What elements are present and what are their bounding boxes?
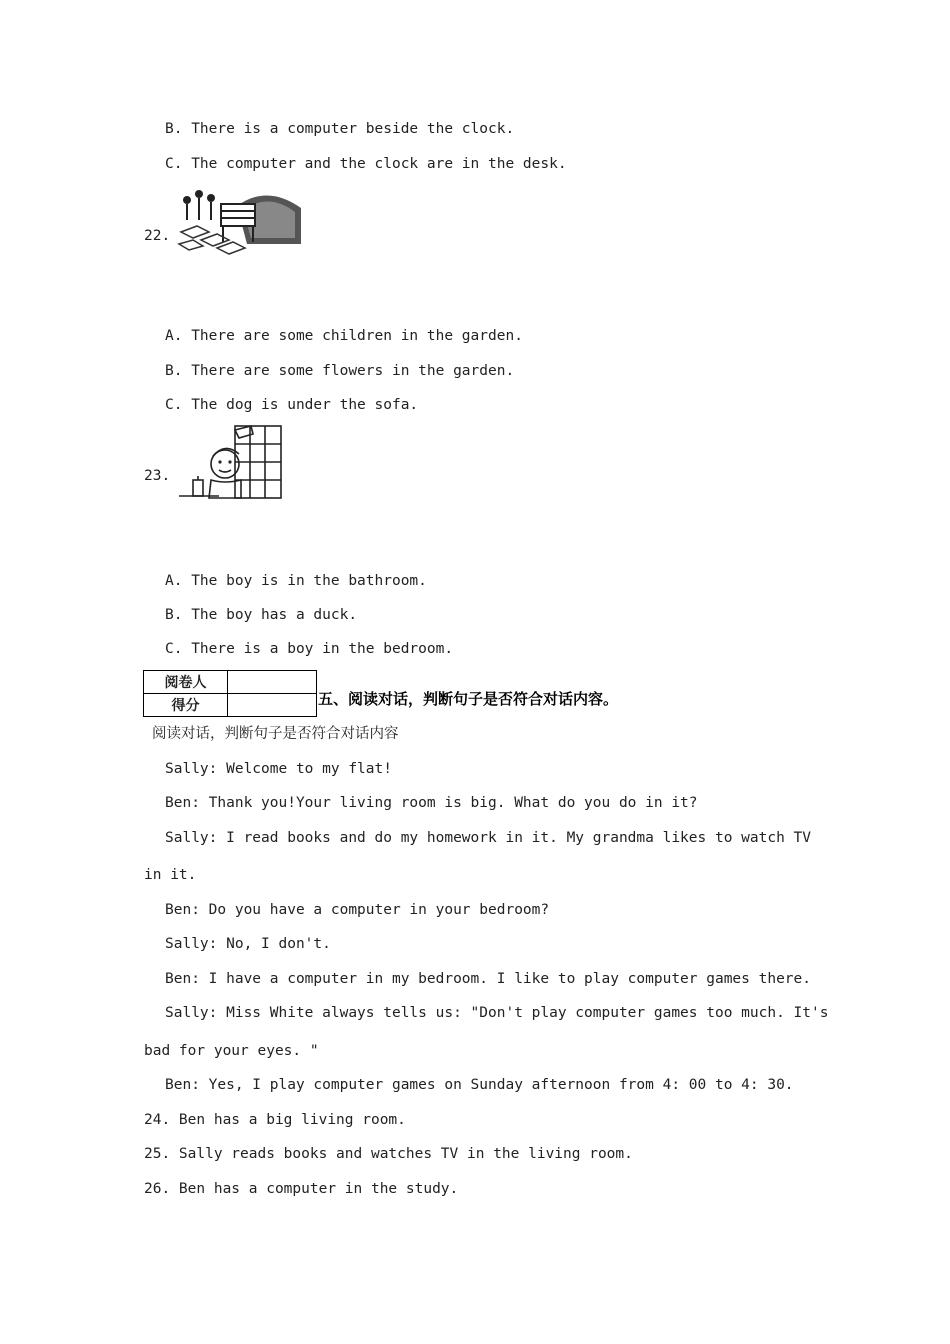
dialogue-line: in it. (144, 867, 197, 883)
score-table (143, 670, 317, 717)
statement-26: 26. Ben has a computer in the study. (144, 1181, 459, 1197)
statement-25: 25. Sally reads books and watches TV in the living room. (144, 1146, 633, 1162)
q23-option-a: A. The boy is in the bathroom. (165, 573, 427, 589)
dialogue-line: Sally: Miss White always tells us: "Don't play computer games too much. It's (165, 1005, 829, 1021)
section-heading: 五、阅读对话，判断句子是否符合对话内容。 (318, 690, 619, 708)
dialogue-line: Ben: Thank you!Your living room is big. What do you do in it? (165, 795, 698, 811)
dialogue-line: Sally: No, I don't. (165, 936, 331, 952)
q23-option-c: C. There is a boy in the bedroom. (165, 641, 454, 657)
dialogue-line: Sally: Welcome to my flat! (165, 761, 392, 777)
garden-picture (177, 186, 303, 256)
q21-option-c: C. The computer and the clock are in the desk. (165, 156, 567, 172)
q22-option-b: B. There are some flowers in the garden. (165, 363, 515, 379)
q22-option-c: C. The dog is under the sofa. (165, 397, 419, 413)
statement-24: 24. Ben has a big living room. (144, 1112, 406, 1128)
score-label: 得分 (144, 694, 228, 717)
score-field[interactable] (228, 694, 317, 717)
dialogue-line: Sally: I read books and do my homework in it. My grandma likes to watch TV (165, 830, 812, 846)
bathroom-picture (179, 424, 283, 502)
q23-number: 23. (144, 468, 171, 484)
q21-option-b: B. There is a computer beside the clock. (165, 121, 515, 137)
dialogue-line: Ben: Yes, I play computer games on Sunday afternoon from 4: 00 to 4: 30. (165, 1077, 794, 1093)
reviewer-field[interactable] (228, 671, 317, 694)
section-instruction: 阅读对话，判断句子是否符合对话内容 (152, 726, 399, 742)
reviewer-label: 阅卷人 (144, 671, 228, 694)
q22-option-a: A. There are some children in the garden. (165, 328, 523, 344)
q22-number: 22. (144, 228, 171, 244)
dialogue-line: Ben: I have a computer in my bedroom. I like to play computer games there. (165, 971, 812, 987)
q23-option-b: B. The boy has a duck. (165, 607, 358, 623)
dialogue-line: bad for your eyes. " (144, 1043, 319, 1059)
dialogue-line: Ben: Do you have a computer in your bedroom? (165, 902, 550, 918)
